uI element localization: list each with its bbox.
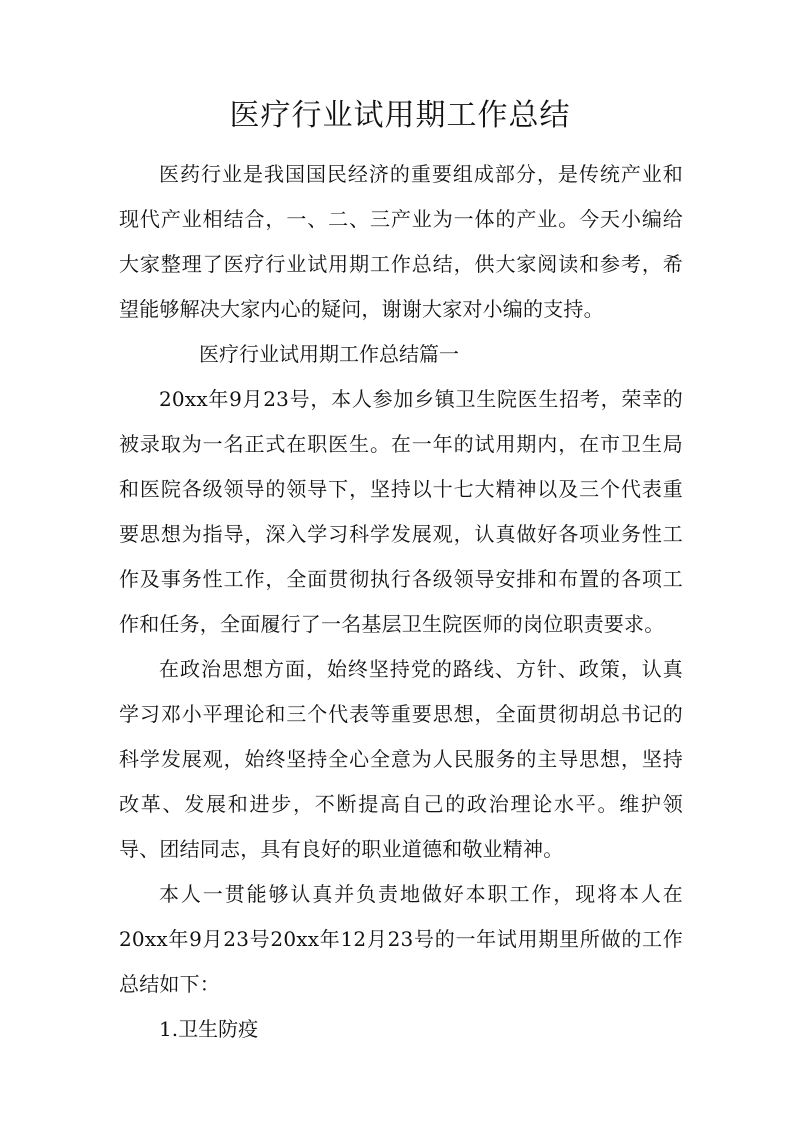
section-heading: 医疗行业试用期工作总结篇一 [199, 342, 459, 366]
document-title: 医疗行业试用期工作总结 [229, 98, 571, 133]
body-paragraph: 20xx年9月23号，本人参加乡镇卫生院医生招考，荣幸的被录取为一名正式在职医生。在一年的试用期内，在市卫生局和医院各级领导的领导下，坚持以十七大精神以及三个代表重要思想为指导，深入学习科学发展观，认真做好各项业务性工作及事务性工作，全面贯彻执行各级领导安排和布置的各项工作和任务，全面履行了一名基层卫生院医师的岗位职责要求。 [119, 387, 683, 636]
intro-paragraph: 医药行业是我国国民经济的重要组成部分，是传统产业和现代产业相结合，一、二、三产业为一体的产业。今天小编给大家整理了医疗行业试用期工作总结，供大家阅读和参考，希望能够解决大家内心的疑问，谢谢大家对小编的支持。 [119, 162, 683, 321]
document-body [119, 152, 683, 1052]
body-paragraph: 在政治思想方面，始终坚持党的路线、方针、政策，认真学习邓小平理论和三个代表等重要思想，全面贯彻胡总书记的科学发展观，始终坚持全心全意为人民服务的主导思想，坚持改革、发展和进步，不断提高自己的政治理论水平。维护领导、团结同志，具有良好的职业道德和敬业精神。 [119, 657, 683, 861]
body-paragraph: 本人一贯能够认真并负责地做好本职工作，现将本人在20xx年9月23号20xx年12月23号的一年试用期里所做的工作总结如下： [119, 882, 683, 996]
list-item: 1.卫生防疫 [159, 1017, 259, 1041]
